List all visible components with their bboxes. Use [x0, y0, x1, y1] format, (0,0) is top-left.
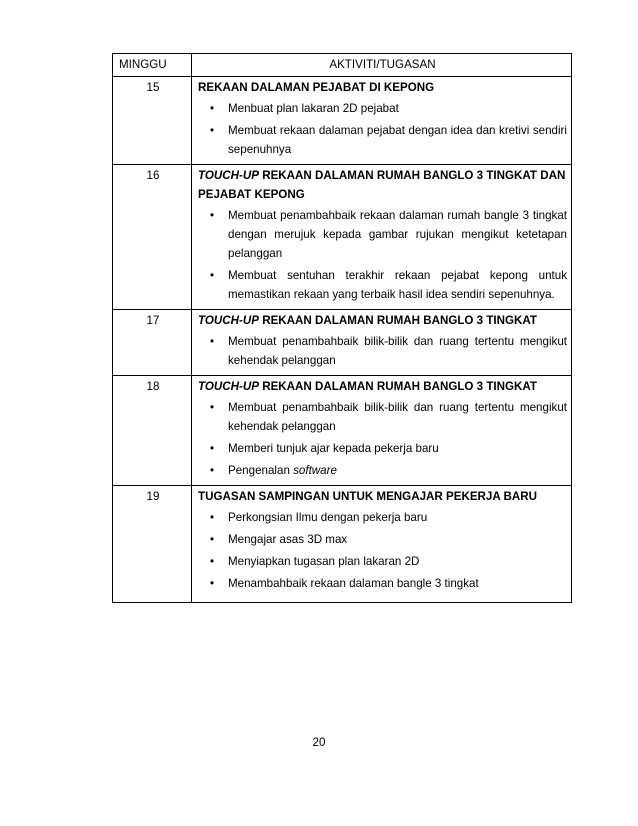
list-item: • Membuat penambahbaik rekaan dalaman rumah bangle 3 tingkat dengan merujuk kepada gambar rujukan mengikut ketetapan pelanggan: [198, 206, 567, 263]
table-row: [113, 77, 572, 165]
title-text: REKAAN DALAMAN RUMAH BANGLO 3 TINGKAT DAN PEJABAT KEPONG: [198, 169, 566, 201]
activity-list: [198, 332, 567, 370]
table-row: [113, 376, 572, 486]
week-number: 19: [113, 486, 192, 603]
list-item: [198, 461, 567, 480]
table-row: [113, 165, 572, 310]
list-item: • Menyiapkan tugasan plan lakaran 2D: [198, 552, 567, 571]
week-number: 16: [113, 165, 192, 310]
activity-cell: [192, 486, 572, 603]
activity-list: [198, 99, 567, 159]
activity-title: [198, 377, 567, 396]
list-item: • Perkongsian Ilmu dengan pekerja baru: [198, 508, 567, 527]
table-row: [113, 310, 572, 376]
activity-list: [198, 398, 567, 480]
activity-title: [198, 311, 567, 330]
list-item: • Membuat penambahbaik bilik-bilik dan ruang tertentu mengikut kehendak pelanggan: [198, 332, 567, 370]
activity-table: [112, 53, 572, 603]
table-row: [113, 486, 572, 603]
page-number: 20: [312, 736, 326, 749]
list-item: • Mengajar asas 3D max: [198, 530, 567, 549]
title-text: REKAAN DALAMAN RUMAH BANGLO 3 TINGKAT: [258, 380, 538, 393]
item-text: Pengenalan: [228, 464, 294, 477]
list-item: • Menbuat plan lakaran 2D pejabat: [198, 99, 567, 118]
item-italic: software: [293, 464, 337, 477]
title-italic: TOUCH-UP: [198, 314, 259, 327]
list-item: • Membuat sentuhan terakhir rekaan pejabat kepong untuk memastikan rekaan yang terbaik hasil idea sendiri sepenuhnya.: [198, 266, 567, 304]
list-item: • Memberi tunjuk ajar kepada pekerja baru: [198, 439, 567, 458]
header-activity: AKTIVITI/TUGASAN: [192, 54, 572, 77]
title-text: REKAAN DALAMAN RUMAH BANGLO 3 TINGKAT: [258, 314, 538, 327]
week-number: 17: [113, 310, 192, 376]
week-number: 15: [113, 77, 192, 165]
list-item: • Membuat rekaan dalaman pejabat dengan idea dan kretivi sendiri sepenuhnya: [198, 121, 567, 159]
activity-title: [198, 166, 567, 204]
activity-list: [198, 508, 567, 593]
activity-cell: [192, 165, 572, 310]
header-week: MINGGU: [113, 54, 192, 77]
list-item: • Menambahbaik rekaan dalaman bangle 3 tingkat: [198, 574, 567, 593]
title-italic: TOUCH-UP: [198, 169, 259, 182]
activity-title: TUGASAN SAMPINGAN UNTUK MENGAJAR PEKERJA BARU: [198, 490, 538, 503]
table-header-row: [113, 54, 572, 77]
activity-list: [198, 206, 567, 304]
activity-cell: [192, 376, 572, 486]
activity-title: REKAAN DALAMAN PEJABAT DI KEPONG: [198, 81, 435, 94]
week-number: 18: [113, 376, 192, 486]
activity-cell: [192, 310, 572, 376]
activity-cell: [192, 77, 572, 165]
title-italic: TOUCH-UP: [198, 380, 259, 393]
list-item: • Membuat penambahbaik bilik-bilik dan ruang tertentu mengikut kehendak pelanggan: [198, 398, 567, 436]
